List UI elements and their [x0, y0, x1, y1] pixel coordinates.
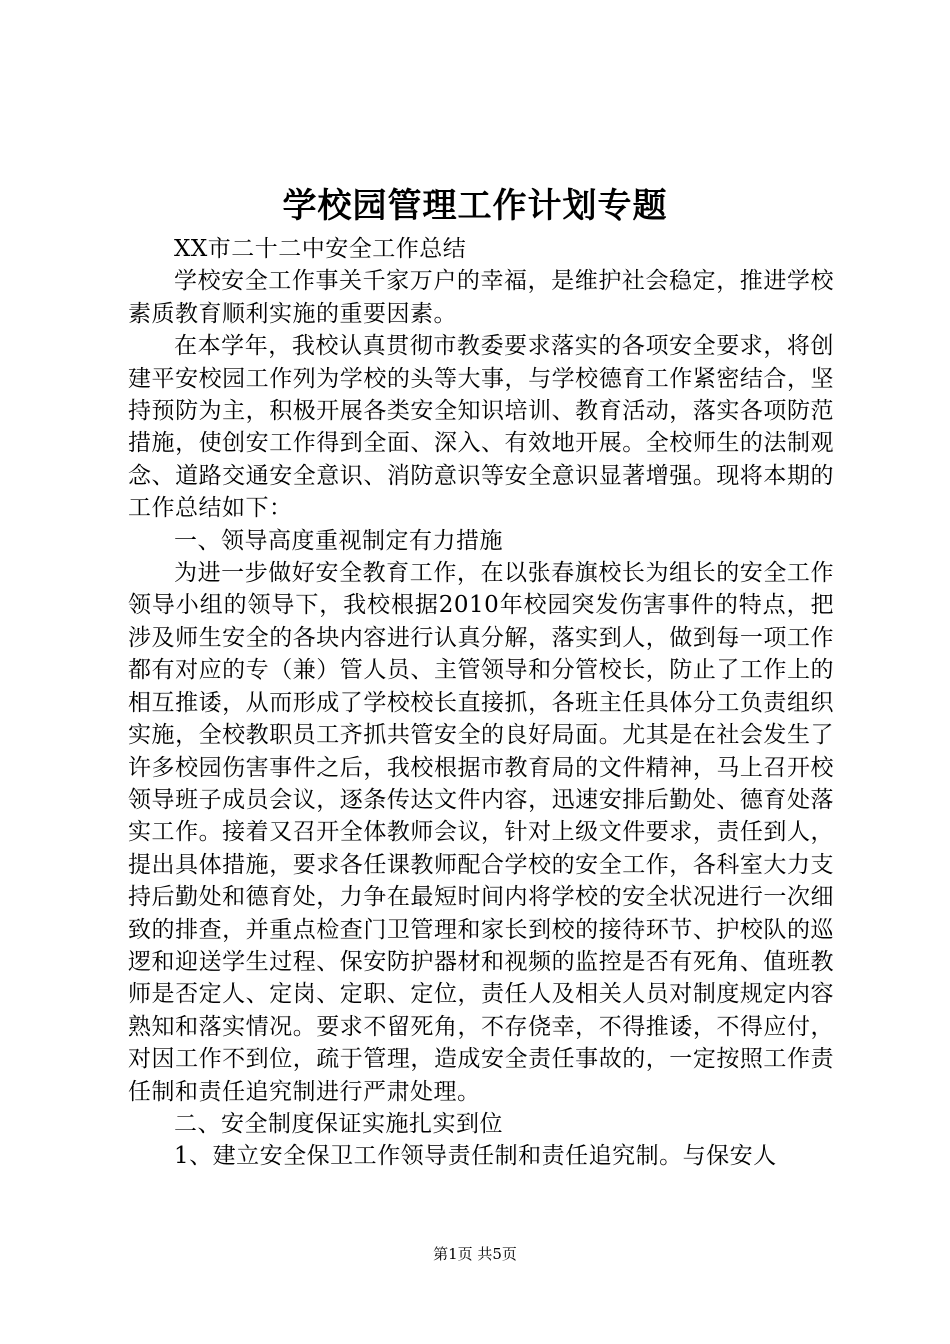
section-heading-1: 一、领导高度重视制定有力措施	[174, 527, 503, 554]
page-number-footer: 第1页 共5页	[433, 1245, 517, 1263]
paragraph-overview: 在本学年，我校认真贯彻市教委要求落实的各项安全要求，将创建平安校园工作列为学校的头等大事，与学校德育工作紧密结合，坚持预防为主，积极开展各类安全知识培训、教育活动，落实各项防范措施，使创安工作得到全面、深入、有效地开展。全校师生的法制观念、道路交通安全意识、消防意识等安全意识显著增强。现将本期的工作总结如下：	[128, 333, 834, 522]
paragraph-intro: 学校安全工作事关千家万户的幸福，是维护社会稳定，推进学校素质教育顺利实施的重要因素。	[128, 268, 834, 327]
paragraph-section-1: 为进一步做好安全教育工作，在以张春旗校长为组长的安全工作领导小组的领导下，我校根据2010年校园突发伤害事件的特点，把涉及师生安全的各块内容进行认真分解，落实到人，做到每一项工作都有对应的专（兼）管人员、主管领导和分管校长，防止了工作上的相互推诿，从而形成了学校校长直接抓，各班主任具体分工负责组织实施，全校教职员工齐抓共管安全的良好局面。尤其是在社会发生了许多校园伤害事件之后，我校根据市教育局的文件精神，马上召开校领导班子成员会议，逐条传达文件内容，迅速安排后勤处、德育处落实工作。接着又召开全体教师会议，针对上级文件要求，责任到人，提出具体措施，要求各任课教师配合学校的安全工作，各科室大力支持后勤处和德育处，力争在最短时间内将学校的安全状况进行一次细致的排查，并重点检查门卫管理和家长到校的接待环节、护校队的巡逻和迎送学生过程、保安防护器材和视频的监控是否有死角、值班教师是否定人、定岗、定职、定位，责任人及相关人员对制度规定内容熟知和落实情况。要求不留死角，不存侥幸，不得推诿，不得应付，对因工作不到位，疏于管理，造成安全责任事故的，一定按照工作责任制和责任追究制进行严肃处理。	[128, 560, 834, 1105]
paragraph-subtitle: XX市二十二中安全工作总结	[174, 236, 467, 262]
document-body	[128, 233, 834, 1173]
section-heading-2: 二、安全制度保证实施扎实到位	[174, 1110, 503, 1137]
paragraph-section-2-item-1: 1、建立安全保卫工作领导责任制和责任追究制。与保安人	[174, 1143, 777, 1170]
document-title: 学校园管理工作计划专题	[282, 186, 668, 226]
